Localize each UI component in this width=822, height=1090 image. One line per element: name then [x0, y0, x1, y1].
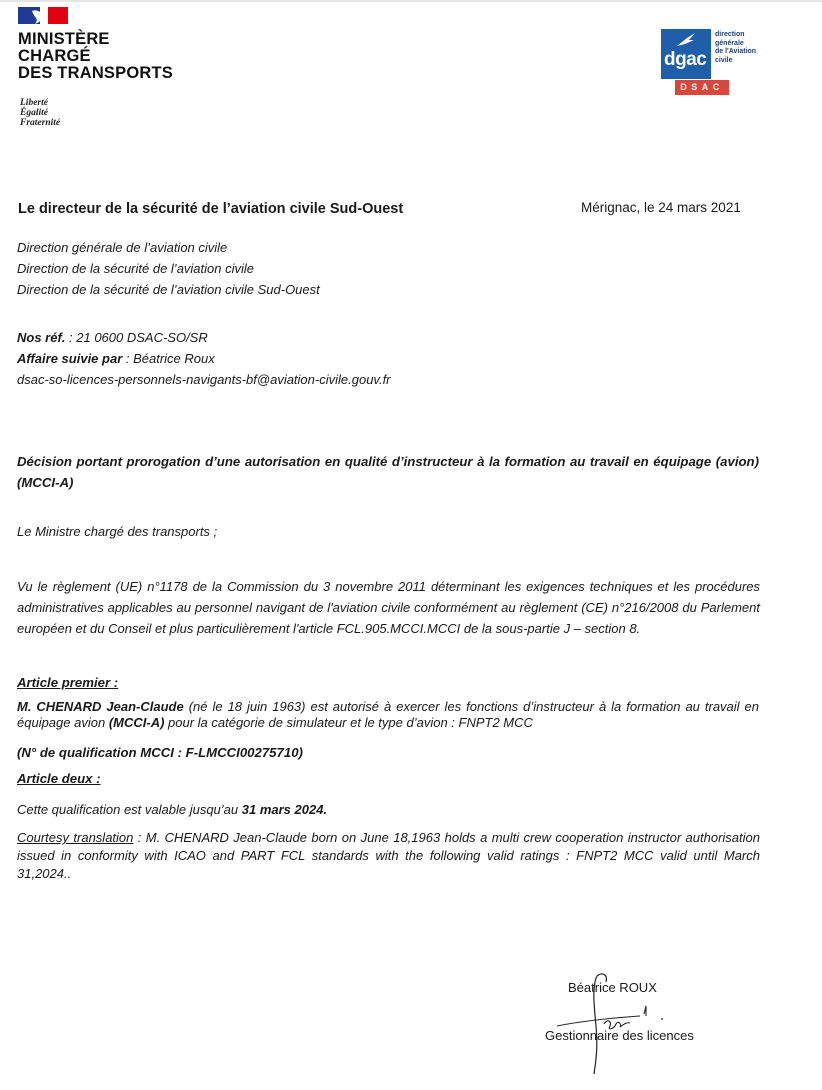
address-block	[17, 237, 320, 300]
dgac-text-line: civile	[715, 56, 733, 64]
marianne-flag-icon	[18, 7, 68, 24]
dgac-text-line: générale	[715, 39, 744, 47]
article-1-body	[17, 699, 759, 731]
followed-by-label: Affaire suivie par	[17, 351, 123, 366]
address-line: Direction de la sécurité de l’aviation civile Sud-Ouest	[17, 282, 320, 297]
holder-name: M. CHENARD Jean-Claude	[17, 699, 184, 714]
regulation-clause: Vu le règlement (UE) n°1178 de la Commission du 3 novembre 2011 déterminant les exigences techniques et les procédures administratives applicables au personnel navigant de l'aviation civile conformément au règlement (CE) n°216/2008 du Parlement européen et du Conseil et plus particulièrement l'article FCL.905.MCCI.MCCI de la sous-partie J – section 8.	[17, 579, 760, 636]
references-block	[17, 327, 391, 390]
signatory-name: Béatrice ROUX	[568, 980, 657, 995]
signatory-role: Gestionnaire des licences	[545, 1028, 694, 1043]
reference-label: Nos réf.	[17, 330, 66, 345]
courtesy-text: : M. CHENARD Jean-Claude born on June 18,1963 holds a multi crew cooperation instructor authorisation issued in conformity with ICAO and PART FCL standards with the following valid ratings : FNPT2 MCC valid until March 31,2024..	[17, 830, 760, 881]
article-1-title: Article premier :	[17, 675, 119, 690]
dgac-text-line: direction	[715, 31, 745, 38]
minister-line: Le Ministre chargé des transports ;	[17, 524, 218, 539]
reference-line	[17, 327, 391, 348]
place-date: Mérignac, le 24 mars 2021	[581, 200, 741, 215]
ministry-name	[18, 31, 173, 82]
validity-date: 31 mars 2024.	[241, 802, 328, 817]
top-border	[0, 0, 822, 2]
qualification-number: (N° de qualification MCCI : F-LMCCI00275710)	[17, 745, 303, 760]
mcci-label: (MCCI-A)	[108, 715, 165, 730]
courtesy-translation	[17, 829, 760, 883]
motto-line: Égalité	[20, 108, 48, 118]
dgac-logo-text	[715, 31, 756, 65]
motto-line: Fraternité	[20, 118, 61, 128]
followed-by-line	[17, 348, 391, 369]
dsac-bar: DSAC	[675, 80, 729, 95]
dgac-logo	[661, 29, 761, 97]
validity-text: Cette qualification est valable jusqu’au	[17, 802, 242, 817]
dgac-logo-word: dgac	[664, 49, 707, 70]
ministry-line: CHARGÉ	[18, 47, 91, 65]
followed-by-value: : Béatrice Roux	[122, 351, 215, 366]
republic-motto	[20, 98, 60, 128]
ministry-line: DES TRANSPORTS	[18, 64, 173, 82]
dgac-text-line: de l'Aviation	[715, 48, 757, 55]
address-line: Direction de la sécurité de l’aviation civile	[17, 261, 255, 276]
courtesy-label: Courtesy translation	[17, 830, 134, 845]
motto-line: Liberté	[20, 98, 48, 108]
decision-title: Décision portant prorogation d’une autorisation en qualité d’instructeur à la formation au travail en équipage (avion) (MCCI-A)	[17, 454, 759, 490]
dgac-logo-box	[661, 29, 711, 79]
reference-value: : 21 0600 DSAC-SO/SR	[65, 330, 208, 345]
bird-icon	[675, 32, 697, 48]
article-1-text-1: (né le 18 juin 1963) est autorisé à exercer les fonctions d’instructeur à la formation au travail en équipage avion	[17, 699, 759, 730]
director-heading: Le directeur de la sécurité de l’aviation civile Sud-Ouest	[18, 201, 404, 217]
article-2-title: Article deux :	[17, 771, 101, 786]
article-1-text-2: pour la catégorie de simulateur et le type d’avion : FNPT2 MCC	[164, 715, 533, 730]
contact-email: dsac-so-licences-personnels-navigants-bf@aviation-civile.gouv.fr	[17, 372, 391, 387]
address-line: Direction générale de l’aviation civile	[17, 240, 228, 255]
validity-line	[17, 802, 327, 817]
ministry-line: MINISTÈRE	[18, 30, 110, 48]
